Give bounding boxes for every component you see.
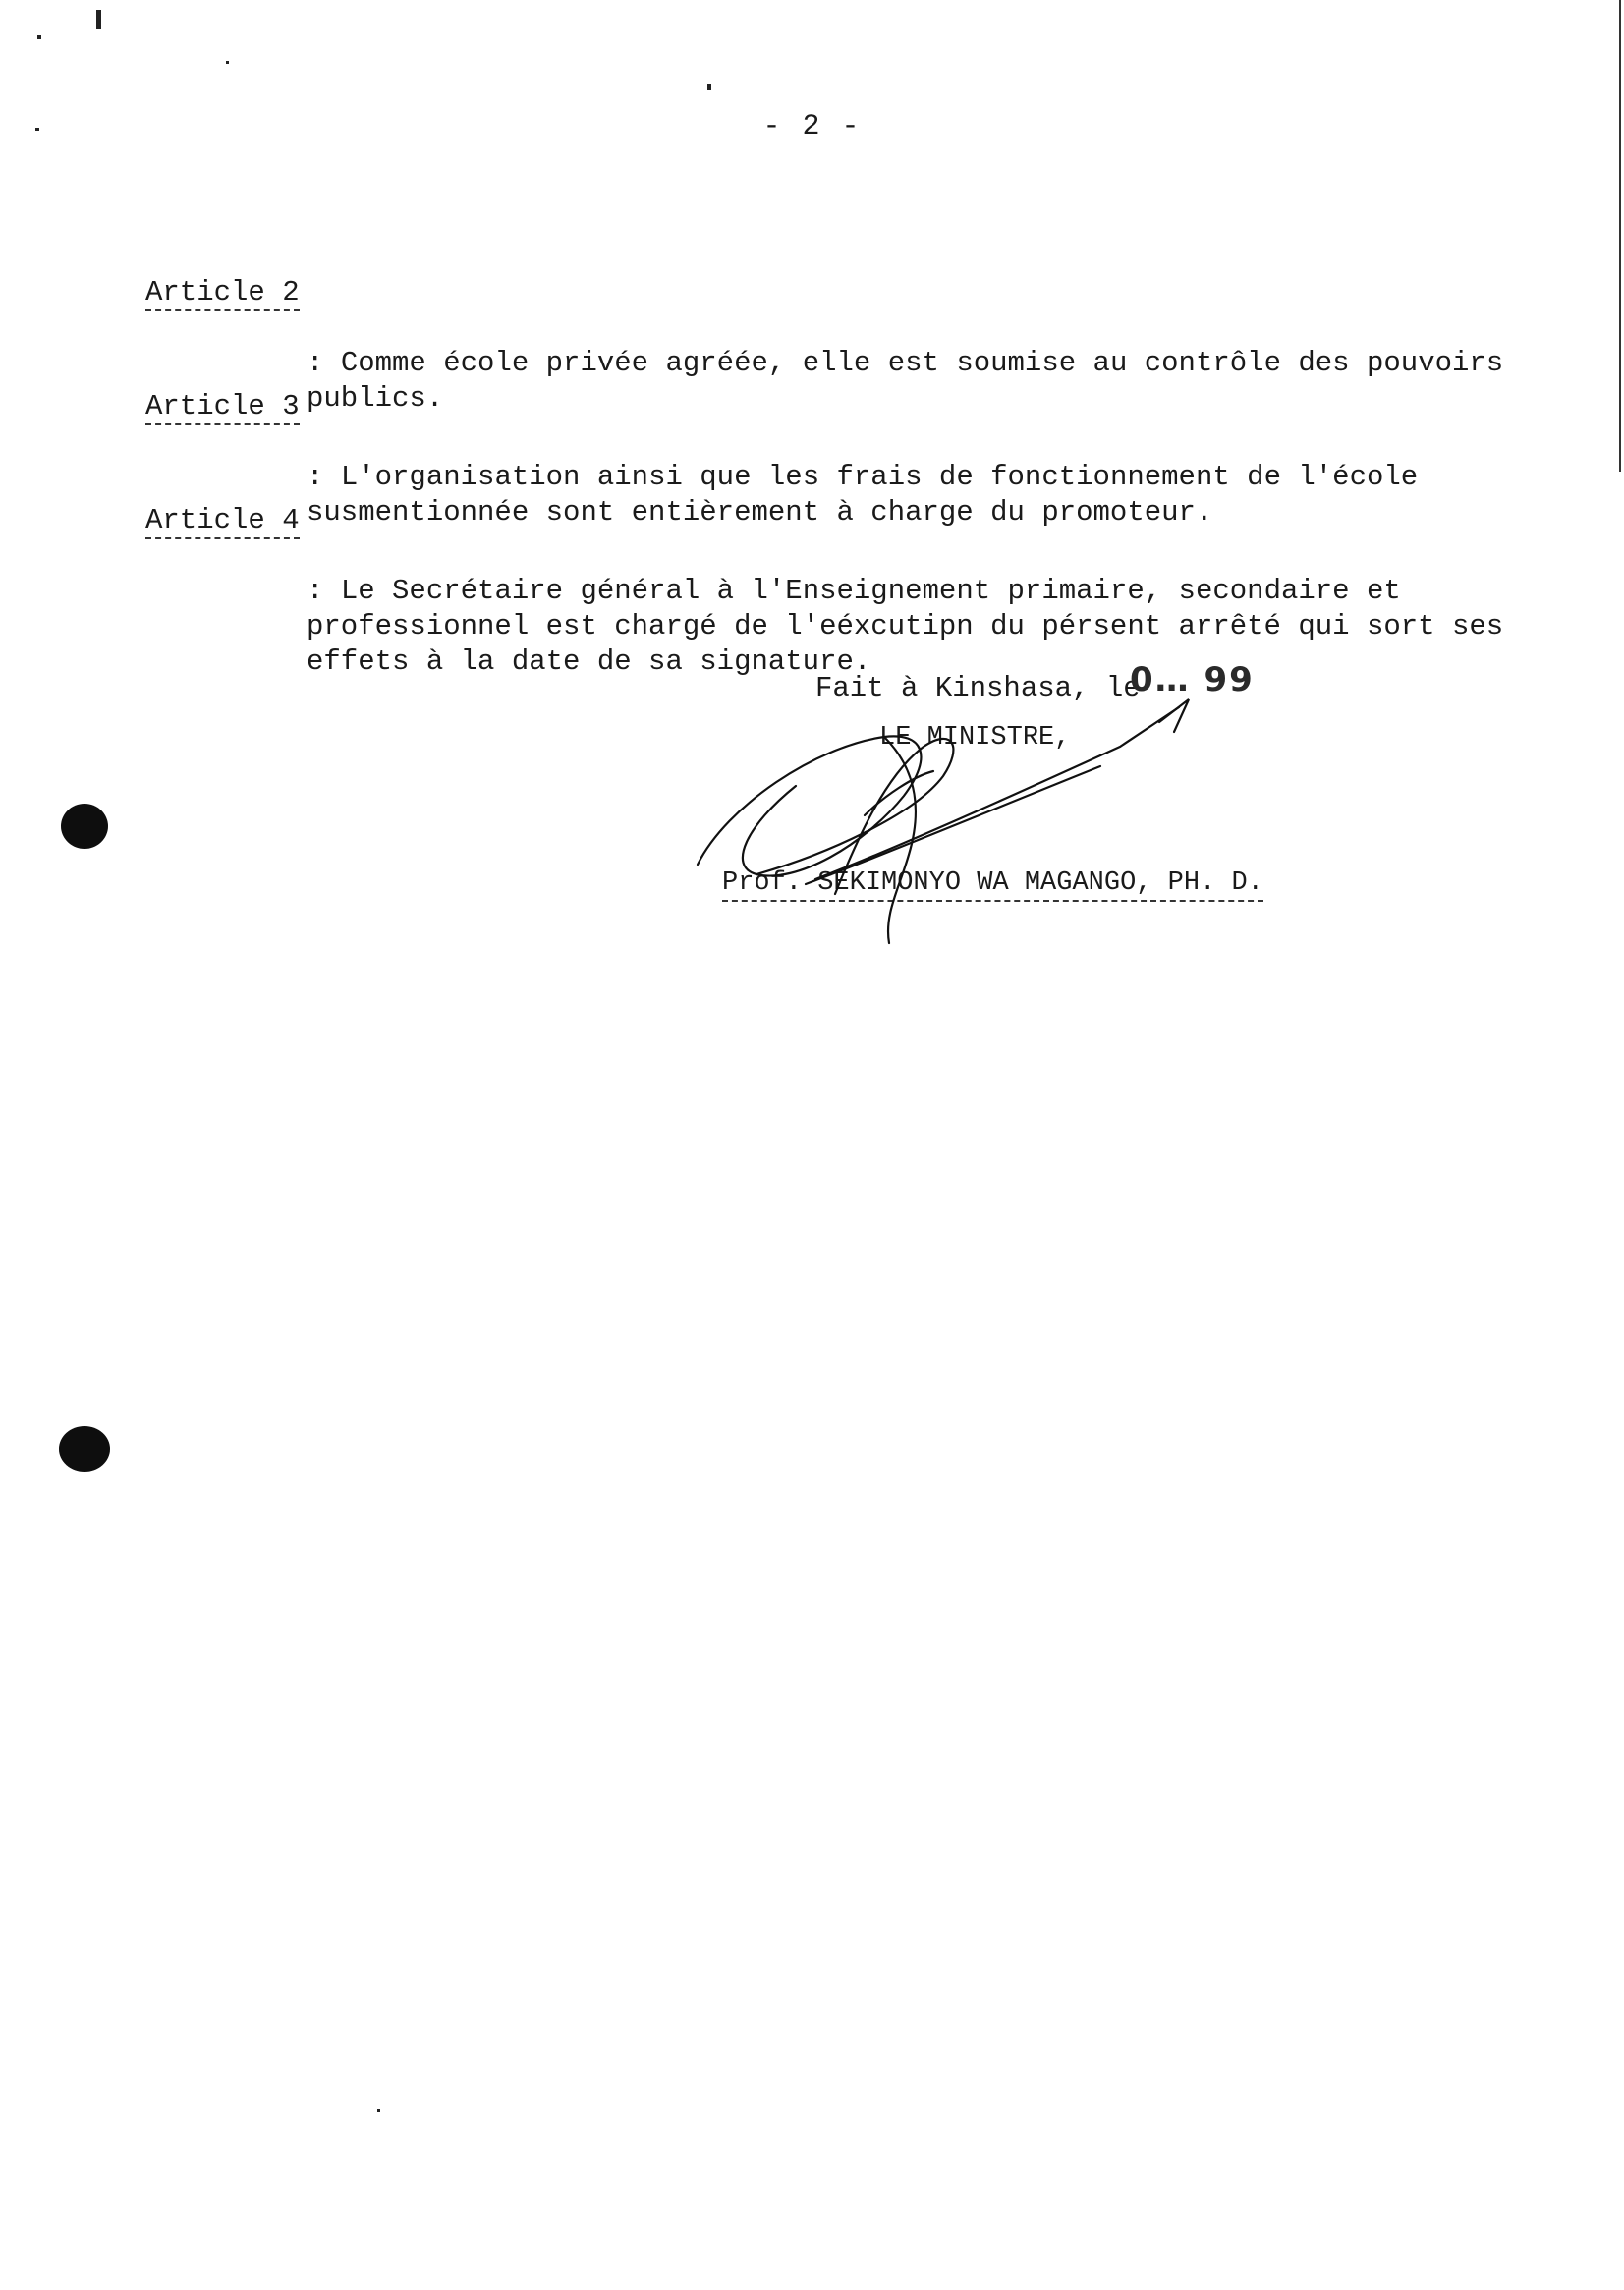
scan-speck-icon [35, 128, 39, 131]
article-2: Article 2 : Comme école privée agréée, elle est soumise au contrôle des pouvoirs publics. [145, 276, 1504, 415]
article-3-text: L'organisation ainsi que les frais de fonctionnement de l'école susmentionnée sont entièrement à charge du promoteur. [307, 461, 1419, 529]
article-3: Article 3 : L'organisation ainsi que les frais de fonctionnement de l'école susmentionnée sont entièrement à charge du promoteur. [145, 390, 1419, 529]
scan-speck-icon [96, 10, 101, 29]
page-number: - 2 - [762, 110, 862, 143]
date-stamp: 0… 99 [1130, 660, 1255, 699]
scan-speck-icon [226, 61, 229, 64]
signatory-name: Prof. SEKIMONYO WA MAGANGO, PH. D. [722, 868, 1263, 902]
article-2-label: Article 2 [145, 278, 300, 311]
article-4-text: Le Secrétaire général à l'Enseignement primaire, secondaire et professionnel est chargé de l'eéxcutipn du pérsent arrêté qui sort ses effets à la date de sa signature. [307, 575, 1504, 678]
scan-speck-icon [37, 35, 41, 39]
minister-title: LE MINISTRE, [879, 723, 1071, 753]
place-and-date: Fait à Kinshasa, le [815, 672, 1141, 704]
page-edge [1619, 0, 1621, 472]
article-4-label: Article 4 [145, 506, 300, 539]
article-2-text: Comme école privée agréée, elle est soumise au contrôle des pouvoirs publics. [307, 347, 1504, 415]
ink-blot-icon [59, 1426, 110, 1472]
ink-blot-icon [61, 804, 108, 849]
scan-speck-icon [377, 2109, 380, 2112]
article-3-label: Article 3 [145, 392, 300, 425]
article-4: Article 4 : Le Secrétaire général à l'Enseignement primaire, secondaire et professionnel est chargé de l'eéxcutipn du pérsent arrêté qui sort ses effets à la date de sa signature. [145, 504, 1504, 678]
scan-speck-icon [707, 84, 711, 90]
signature-icon [688, 688, 1277, 963]
